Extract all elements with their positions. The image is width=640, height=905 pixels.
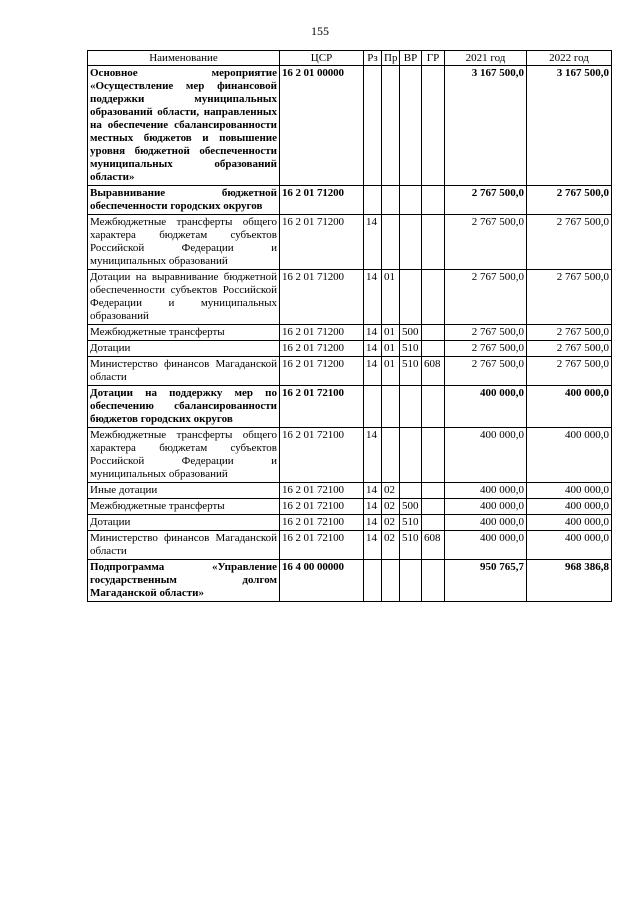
- row-name: Министерство финансов Магаданской области: [88, 531, 280, 560]
- row-vr: 510: [400, 341, 422, 357]
- row-name: Межбюджетные трансферты общего характера бюджетам субъектов Российской Федерации и муниципальных образований: [88, 428, 280, 483]
- row-pr: 02: [382, 499, 400, 515]
- row-2022: 400 000,0: [527, 428, 612, 483]
- row-2022: 968 386,8: [527, 560, 612, 602]
- row-gr: [422, 325, 445, 341]
- row-rz: 14: [364, 499, 382, 515]
- row-2022: 3 167 500,0: [527, 66, 612, 186]
- row-vr: [400, 428, 422, 483]
- table-row: [88, 66, 612, 186]
- row-gr: [422, 386, 445, 428]
- table-row: [88, 270, 612, 325]
- row-2021: 400 000,0: [445, 428, 527, 483]
- row-rz: [364, 560, 382, 602]
- row-rz: [364, 186, 382, 215]
- row-2021: 2 767 500,0: [445, 325, 527, 341]
- row-2022: 400 000,0: [527, 499, 612, 515]
- row-vr: 500: [400, 325, 422, 341]
- row-csr: 16 2 01 00000: [280, 66, 364, 186]
- row-pr: [382, 66, 400, 186]
- row-csr: 16 2 01 71200: [280, 341, 364, 357]
- header-name: Наименование: [88, 51, 280, 66]
- table-row: [88, 341, 612, 357]
- row-gr: [422, 428, 445, 483]
- row-vr: [400, 66, 422, 186]
- row-csr: 16 2 01 71200: [280, 357, 364, 386]
- row-pr: 01: [382, 341, 400, 357]
- table-row: [88, 515, 612, 531]
- row-gr: [422, 341, 445, 357]
- row-vr: 510: [400, 515, 422, 531]
- row-rz: 14: [364, 341, 382, 357]
- row-gr: [422, 483, 445, 499]
- table-row: [88, 499, 612, 515]
- row-rz: 14: [364, 270, 382, 325]
- row-2021: 3 167 500,0: [445, 66, 527, 186]
- row-2021: 400 000,0: [445, 515, 527, 531]
- table-row: [88, 483, 612, 499]
- row-gr: [422, 270, 445, 325]
- row-pr: 01: [382, 357, 400, 386]
- row-pr: [382, 428, 400, 483]
- row-csr: 16 2 01 72100: [280, 499, 364, 515]
- row-2021: 400 000,0: [445, 531, 527, 560]
- row-2022: 2 767 500,0: [527, 186, 612, 215]
- row-rz: 14: [364, 215, 382, 270]
- row-2021: 2 767 500,0: [445, 215, 527, 270]
- row-2021: 400 000,0: [445, 386, 527, 428]
- header-rz: Рз: [364, 51, 382, 66]
- row-csr: 16 2 01 72100: [280, 386, 364, 428]
- row-vr: 510: [400, 357, 422, 386]
- row-vr: [400, 386, 422, 428]
- table-header-row: [88, 51, 612, 66]
- row-vr: [400, 560, 422, 602]
- table-row: [88, 531, 612, 560]
- row-gr: 608: [422, 357, 445, 386]
- row-rz: 14: [364, 483, 382, 499]
- row-pr: 01: [382, 270, 400, 325]
- row-2021: 950 765,7: [445, 560, 527, 602]
- row-gr: [422, 66, 445, 186]
- row-csr: 16 2 01 71200: [280, 215, 364, 270]
- row-2022: 2 767 500,0: [527, 215, 612, 270]
- row-rz: [364, 66, 382, 186]
- table-row: [88, 325, 612, 341]
- row-2021: 2 767 500,0: [445, 270, 527, 325]
- row-csr: 16 2 01 72100: [280, 531, 364, 560]
- row-name: Министерство финансов Магаданской области: [88, 357, 280, 386]
- table-row: [88, 215, 612, 270]
- row-rz: [364, 386, 382, 428]
- row-2021: 400 000,0: [445, 483, 527, 499]
- row-2021: 400 000,0: [445, 499, 527, 515]
- row-vr: [400, 186, 422, 215]
- row-csr: 16 4 00 00000: [280, 560, 364, 602]
- row-rz: 14: [364, 515, 382, 531]
- row-pr: [382, 186, 400, 215]
- row-csr: 16 2 01 72100: [280, 483, 364, 499]
- row-rz: 14: [364, 325, 382, 341]
- row-name: Дотации на поддержку мер по обеспечению сбалансированности бюджетов городских округов: [88, 386, 280, 428]
- row-csr: 16 2 01 71200: [280, 186, 364, 215]
- row-name: Иные дотации: [88, 483, 280, 499]
- row-vr: [400, 215, 422, 270]
- table-row: [88, 186, 612, 215]
- row-rz: 14: [364, 428, 382, 483]
- row-pr: 02: [382, 515, 400, 531]
- row-2022: 2 767 500,0: [527, 325, 612, 341]
- row-name: Межбюджетные трансферты: [88, 325, 280, 341]
- row-csr: 16 2 01 71200: [280, 270, 364, 325]
- row-2022: 2 767 500,0: [527, 357, 612, 386]
- table-row: [88, 560, 612, 602]
- row-name: Дотации: [88, 515, 280, 531]
- row-gr: 608: [422, 531, 445, 560]
- row-2021: 2 767 500,0: [445, 357, 527, 386]
- row-2022: 400 000,0: [527, 515, 612, 531]
- row-gr: [422, 560, 445, 602]
- row-name: Межбюджетные трансферты общего характера бюджетам субъектов Российской Федерации и муниципальных образований: [88, 215, 280, 270]
- header-gr: ГР: [422, 51, 445, 66]
- header-2022: 2022 год: [527, 51, 612, 66]
- row-pr: [382, 560, 400, 602]
- row-gr: [422, 515, 445, 531]
- row-csr: 16 2 01 72100: [280, 515, 364, 531]
- row-name: Подпрограмма «Управление государственным долгом Магаданской области»: [88, 560, 280, 602]
- row-name: Дотации на выравнивание бюджетной обеспеченности субъектов Российской Федерации и муниципальных образований: [88, 270, 280, 325]
- row-2021: 2 767 500,0: [445, 186, 527, 215]
- row-pr: 02: [382, 531, 400, 560]
- row-pr: 02: [382, 483, 400, 499]
- header-pr: Пр: [382, 51, 400, 66]
- table-row: [88, 428, 612, 483]
- row-2022: 400 000,0: [527, 531, 612, 560]
- row-2022: 2 767 500,0: [527, 341, 612, 357]
- row-rz: 14: [364, 357, 382, 386]
- row-gr: [422, 499, 445, 515]
- header-2021: 2021 год: [445, 51, 527, 66]
- table-row: [88, 386, 612, 428]
- row-vr: 500: [400, 499, 422, 515]
- table-row: [88, 357, 612, 386]
- row-csr: 16 2 01 72100: [280, 428, 364, 483]
- row-name: Выравнивание бюджетной обеспеченности городских округов: [88, 186, 280, 215]
- row-2022: 400 000,0: [527, 483, 612, 499]
- row-pr: 01: [382, 325, 400, 341]
- row-2022: 2 767 500,0: [527, 270, 612, 325]
- row-2021: 2 767 500,0: [445, 341, 527, 357]
- row-pr: [382, 386, 400, 428]
- row-vr: [400, 483, 422, 499]
- table-body: [88, 66, 612, 602]
- row-vr: [400, 270, 422, 325]
- row-gr: [422, 186, 445, 215]
- header-csr: ЦСР: [280, 51, 364, 66]
- row-name: Дотации: [88, 341, 280, 357]
- row-vr: 510: [400, 531, 422, 560]
- page-number: 155: [311, 24, 329, 38]
- row-gr: [422, 215, 445, 270]
- budget-table: [87, 50, 612, 602]
- header-vr: ВР: [400, 51, 422, 66]
- row-2022: 400 000,0: [527, 386, 612, 428]
- row-rz: 14: [364, 531, 382, 560]
- row-pr: [382, 215, 400, 270]
- row-name: Основное мероприятие «Осуществление мер финансовой поддержки муниципальных образований области, направленных на обеспечение сбалансированности местных бюджетов и повышение уровня бюджетной обеспеченности муниципальных образований области»: [88, 66, 280, 186]
- row-csr: 16 2 01 71200: [280, 325, 364, 341]
- row-name: Межбюджетные трансферты: [88, 499, 280, 515]
